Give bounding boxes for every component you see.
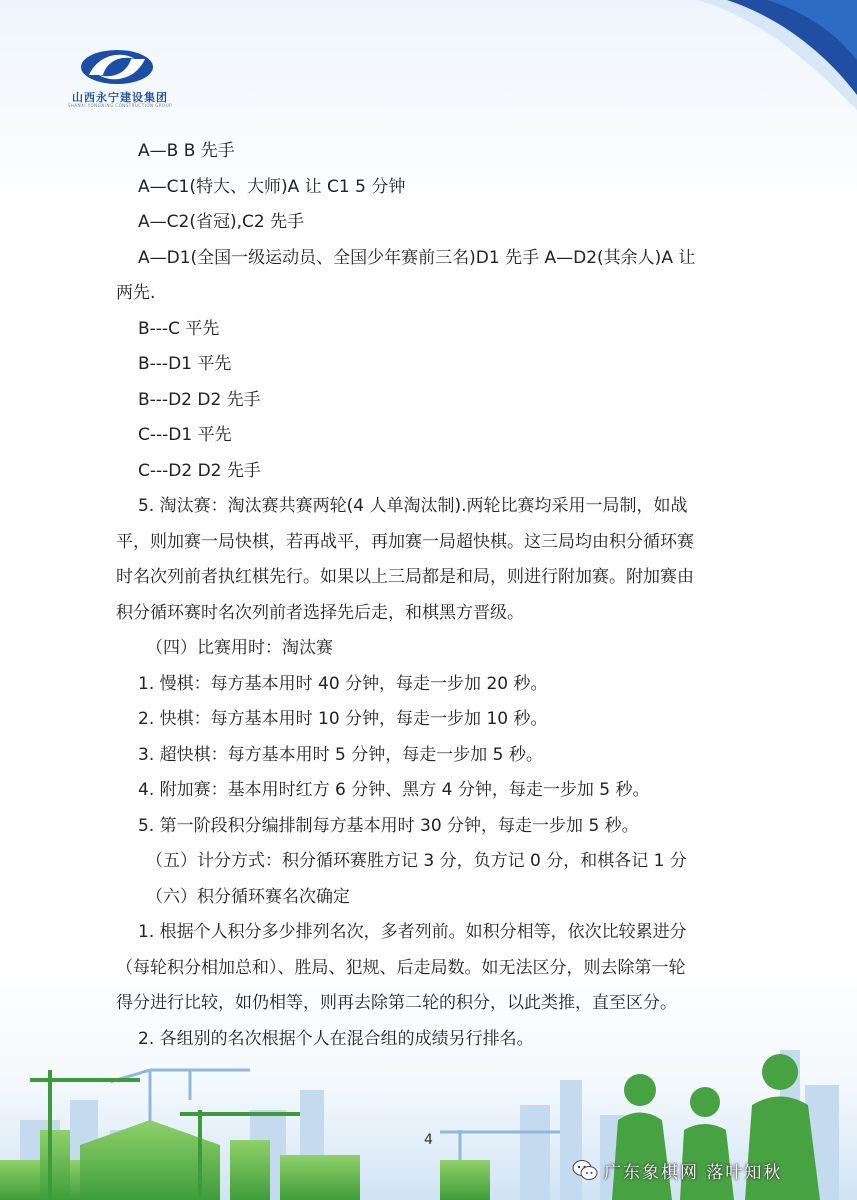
wechat-icon	[572, 1159, 598, 1181]
ranking-rule-2: 2. 各组别的名次根据个人在混合组的成绩另行排名。	[138, 1028, 534, 1049]
watermark	[572, 1155, 852, 1185]
handicap-line: B---C 平先	[138, 318, 220, 339]
handicap-line: B---D2 D2 先手	[138, 389, 261, 410]
handicap-line: C---D1 平先	[138, 425, 232, 445]
handicap-line: B---D1 平先	[138, 354, 232, 374]
knockout-line: 平，则加赛一局快棋，若再战平，再加赛一局超快棋。这三局均由积分循环赛	[116, 531, 694, 552]
handicap-line: A—D1(全国一级运动员、全国少年赛前三名)D1 先手 A—D2(其余人)A 让	[138, 247, 696, 268]
ranking-line: 得分进行比较，如仍相等，则再去除第二轮的积分，以此类推，直至区分。	[116, 993, 677, 1013]
time-rule: 1. 慢棋：每方基本用时 40 分钟，每走一步加 20 秒。	[138, 673, 548, 694]
handicap-line: C---D2 D2 先手	[138, 460, 261, 481]
knockout-line: 5. 淘汰赛：淘汰赛共赛两轮(4 人单淘汰制).两轮比赛均采用一局制，如战	[138, 496, 688, 516]
knockout-line: 积分循环赛时名次列前者选择先后走，和棋黑方晋级。	[116, 602, 524, 623]
section-four-title: （四）比赛用时：淘汰赛	[146, 638, 333, 658]
handicap-line: A—C1(特大、大师)A 让 C1 5 分钟	[138, 176, 406, 197]
logo-swirl-icon	[77, 45, 157, 89]
watermark-text: 广东象棋网 落叶知秋	[604, 1162, 783, 1183]
corner-decoration	[697, 0, 857, 110]
time-rule: 3. 超快棋：每方基本用时 5 分钟，每走一步加 5 秒。	[138, 744, 543, 765]
document-body	[116, 134, 764, 1057]
handicap-line: A—C2(省冠),C2 先手	[138, 212, 305, 232]
ranking-line: （每轮积分相加总和）、胜局、犯规、后走局数。如无法区分，则去除第一轮	[116, 957, 686, 978]
time-rule: 4. 附加赛：基本用时红方 6 分钟、黑方 4 分钟，每走一步加 5 秒。	[138, 780, 650, 800]
time-rule: 2. 快棋：每方基本用时 10 分钟，每走一步加 10 秒。	[138, 709, 548, 729]
company-logo	[55, 45, 185, 115]
company-name: 山西永宁建设集团	[72, 91, 168, 104]
knockout-line: 时名次列前者执红棋先行。如果以上三局都是和局，则进行附加赛。附加赛由	[116, 567, 694, 587]
ranking-line: 1. 根据个人积分多少排列名次，多者列前。如积分相等，依次比较累进分	[138, 922, 687, 942]
handicap-line: A—B B 先手	[138, 141, 235, 161]
company-name-en: SHANXI YONGNING CONSTRUCTION GROUP	[67, 103, 173, 108]
section-five: （五）计分方式：积分循环赛胜方记 3 分，负方记 0 分，和棋各记 1 分	[146, 851, 687, 871]
section-six-title: （六）积分循环赛名次确定	[146, 886, 350, 907]
page-number: 4	[424, 1132, 433, 1148]
time-rule: 5. 第一阶段积分编排制每方基本用时 30 分钟，每走一步加 5 秒。	[138, 815, 639, 836]
handicap-line: 两先.	[116, 283, 156, 303]
